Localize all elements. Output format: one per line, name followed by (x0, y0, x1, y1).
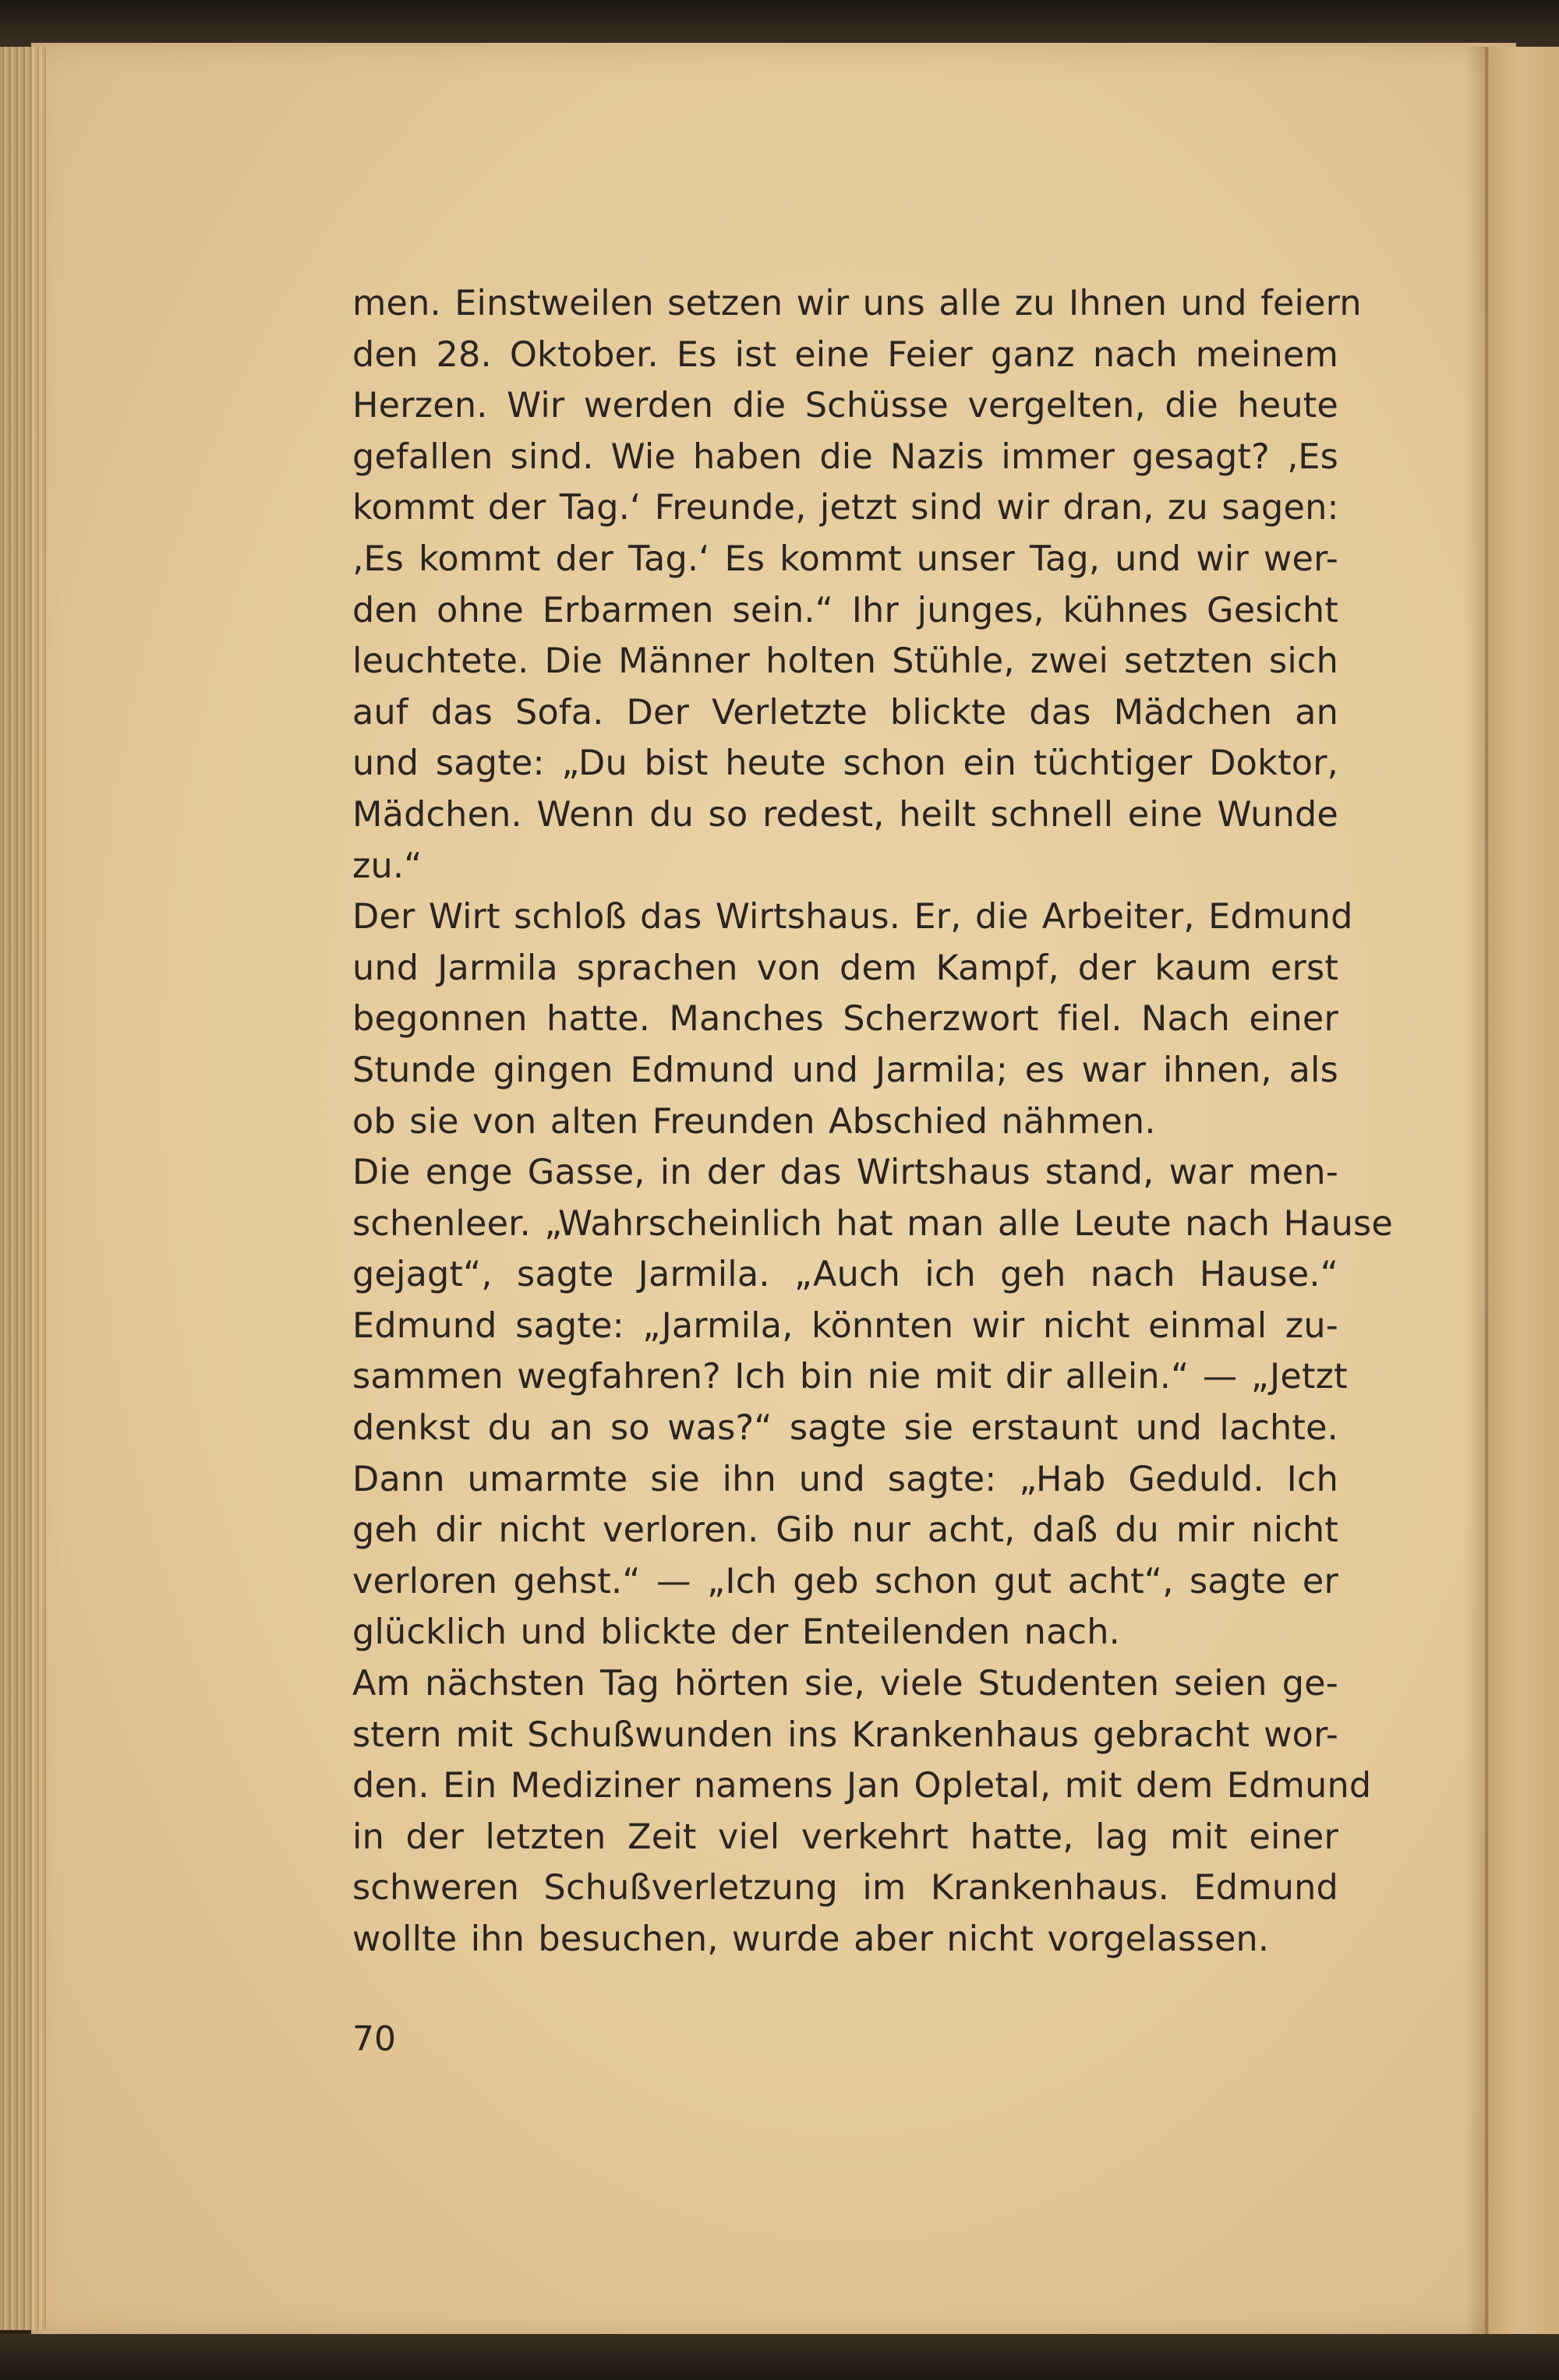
text-line: begonnen hatte. Manches Scherzwort fiel. Nach einer (352, 999, 1338, 1040)
spine-line (1485, 47, 1488, 2334)
text-line: Dann umarmte sie ihn und sagte: „Hab Geduld. Ich (352, 1459, 1338, 1499)
text-line: und sagte: „Du bist heute schon ein tüchtiger Doktor, (352, 743, 1338, 784)
text-line: denkst du an so was?“ sagte sie erstaunt und lachte. (352, 1408, 1338, 1449)
text-line: zu.“ (352, 846, 422, 886)
text-line: wollte ihn besuchen, wurde aber nicht vorgelassen. (352, 1919, 1270, 1959)
text-line: ‚Es kommt der Tag.‘ Es kommt unser Tag, und wir wer- (352, 539, 1338, 579)
text-line: ob sie von alten Freunden Abschied nähmen. (352, 1101, 1156, 1142)
text-line: kommt der Tag.‘ Freunde, jetzt sind wir dran, zu sagen: (352, 488, 1339, 528)
text-line: schweren Schußverletzung im Krankenhaus. Edmund (352, 1868, 1338, 1909)
text-line: schenleer. „Wahrscheinlich hat man alle Leute nach Hause (352, 1203, 1393, 1244)
text-line: den 28. Oktober. Es ist eine Feier ganz nach meinem (352, 334, 1338, 375)
text-line: men. Einstweilen setzen wir uns alle zu Ihnen und feiern (352, 284, 1362, 323)
text-line: Die enge Gasse, in der das Wirtshaus stand, war men- (352, 1153, 1338, 1193)
text-line: geh dir nicht verloren. Gib nur acht, daß du mir nicht (352, 1510, 1338, 1551)
text-line: Herzen. Wir werden die Schüsse vergelten, die heute (352, 386, 1338, 426)
text-line: glücklich und blickte der Enteilenden nach. (352, 1612, 1120, 1653)
text-line: sammen wegfahren? Ich bin nie mit dir allein.“ — „Jetzt (352, 1357, 1348, 1397)
text-line: Stunde gingen Edmund und Jarmila; es war ihnen, als (352, 1050, 1338, 1090)
text-line: gejagt“, sagte Jarmila. „Auch ich geh nach Hause.“ (352, 1255, 1338, 1295)
text-line: den ohne Erbarmen sein.“ Ihr junges, kühnes Gesicht (352, 590, 1338, 630)
text-line: auf das Sofa. Der Verletzte blickte das Mädchen an (352, 692, 1338, 733)
text-line: gefallen sind. Wie haben die Nazis immer gesagt? ‚Es (352, 436, 1338, 477)
scan-top-edge (0, 0, 1559, 47)
text-line: in der letzten Zeit viel verkehrt hatte, lag mit einer (352, 1817, 1338, 1857)
text-line: Am nächsten Tag hörten sie, viele Studenten seien ge- (352, 1664, 1338, 1704)
text-line: den. Ein Mediziner namens Jan Opletal, mit dem Edmund (352, 1766, 1372, 1806)
text-line: Edmund sagte: „Jarmila, könnten wir nicht einmal zu- (352, 1305, 1338, 1346)
text-line: stern mit Schußwunden ins Krankenhaus gebracht wor- (352, 1714, 1338, 1755)
text-line: verloren gehst.“ — „Ich geb schon gut acht“, sagte er (352, 1561, 1338, 1601)
facing-page-edge (1489, 47, 1559, 2334)
text-line: Mädchen. Wenn du so redest, heilt schnell eine Wunde (352, 794, 1338, 835)
text-line: Der Wirt schloß das Wirtshaus. Er, die Arbeiter, Edmund (352, 897, 1353, 938)
scan-bottom-edge (0, 2334, 1559, 2380)
text-line: leuchtete. Die Männer holten Stühle, zwei setzten sich (352, 641, 1338, 682)
text-line: und Jarmila sprachen von dem Kampf, der kaum erst (352, 948, 1338, 988)
page-stack-edge (0, 47, 47, 2330)
page-number: 70 (352, 2019, 396, 2059)
body-text (352, 278, 1393, 1965)
